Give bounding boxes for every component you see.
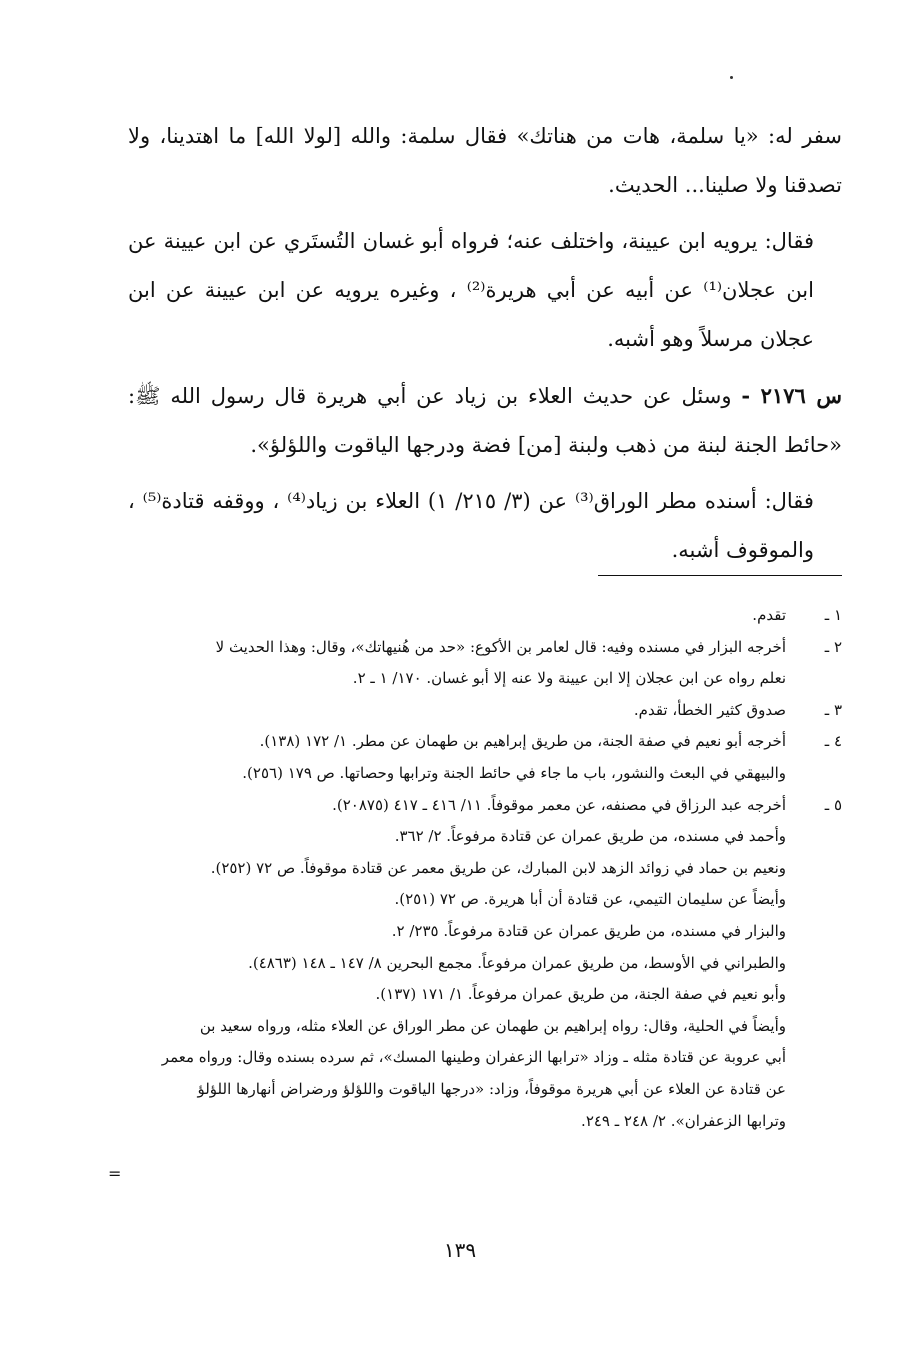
paragraph-text: فقال: يرويه ابن عيينة، واختلف عنه؛ فرواه أبو غسان التُستَري عن ابن عيينة عن ابن عجلان⁽¹⁾ عن أبيه عن أبي هريرة⁽²⁾ ، وغيره يرويه عن ابن عيينة عن ابن عجلان مرسلاً وهو أشبه. <box>128 229 814 351</box>
footnote-text: وأبو نعيم في صفة الجنة، من طريق عمران مرفوعاً. ١/ ١٧١ (١٣٧). <box>375 985 786 1004</box>
footnote-text: وترابها الزعفران». ٢/ ٢٤٨ ـ ٢٤٩. <box>581 1111 786 1130</box>
footnote-text: عن قتادة عن العلاء عن أبي هريرة موقوفاً، وزاد: «درجها الياقوت واللؤلؤ ورضراض أنهارها اللؤلؤ <box>197 1079 786 1098</box>
footnote-line <box>128 758 842 790</box>
footnote-text: وأحمد في مسنده، من طريق عمران عن قتادة مرفوعاً. ٢/ ٣٦٢. <box>394 827 786 846</box>
footnote-line <box>128 916 842 948</box>
footnote-text: ونعيم بن حماد في زوائد الزهد لابن المبارك، عن طريق معمر عن قتادة موقوفاً. ص ٧٢ (٢٥٢). <box>210 858 786 877</box>
footnote-line <box>128 632 842 664</box>
footnote-line <box>128 600 842 632</box>
footnote-line <box>128 853 842 885</box>
footnote-number: ٢ ـ <box>824 637 842 656</box>
footnote-line <box>128 1042 842 1074</box>
footnote-number <box>786 884 842 916</box>
footnote-divider <box>598 575 842 576</box>
footnote-number <box>786 1042 842 1074</box>
footnote-text: والطبراني في الأوسط، من طريق عمران مرفوعاً. مجمع البحرين ٨/ ١٤٧ ـ ١٤٨ (٤٨٦٣). <box>248 953 786 972</box>
paragraph-text: فقال: أسنده مطر الوراق⁽³⁾ عن (٣/ ٢١٥/ ١) العلاء بن زياد⁽⁴⁾ ، ووقفه قتادة⁽⁵⁾ ، والموقوف أشبه. <box>128 489 814 562</box>
footnote-number <box>786 916 842 948</box>
footnote-number <box>786 979 842 1011</box>
footnote-number <box>786 853 842 885</box>
footnote-text: أبي عروبة عن قتادة مثله ـ وزاد «ترابها الزعفران وطينها المسك»، ثم سرده بسنده وقال: ورواه معمر <box>161 1048 786 1067</box>
footnote-number <box>786 1106 842 1138</box>
footnote-text: أخرجه أبو نعيم في صفة الجنة، من طريق إبراهيم بن طهمان عن مطر. ١/ ١٧٢ (١٣٨). <box>259 732 786 751</box>
footnote-text: وأيضاً عن سليمان التيمي، عن قتادة أن أبا هريرة. ص ٧٢ (٢٥١). <box>394 890 786 909</box>
footnote-number <box>786 948 842 980</box>
footnote-line <box>128 663 842 695</box>
ink-dot <box>730 76 733 79</box>
footnote-line <box>128 884 842 916</box>
footnote-line <box>128 979 842 1011</box>
continuation-mark: = <box>108 1164 122 1183</box>
footnote-number <box>786 663 842 695</box>
footnote-number <box>786 821 842 853</box>
question-paragraph <box>128 371 842 470</box>
footnote-text: أخرجه البزار في مسنده وفيه: قال لعامر بن الأكوع: «حد من هُنيهاتك»، وقال: وهذا الحديث لا <box>215 637 786 656</box>
footnote-line <box>128 1011 842 1043</box>
footnote-text: صدوق كثير الخطأ، تقدم. <box>633 700 786 719</box>
footnote-number: ٤ ـ <box>824 732 842 751</box>
question-number: س ٢١٧٦ - <box>741 383 842 408</box>
footnote-text: وأيضاً في الحلية، وقال: رواه إبراهيم بن طهمان عن مطر الوراق عن العلاء مثله، ورواه سعيد بن <box>199 1016 786 1035</box>
paragraph-text: وسئل عن حديث العلاء بن زياد عن أبي هريرة قال رسول الله ﷺ: «حائط الجنة لبنة من ذهب ولبنة [من] فضة ودرجها الياقوت واللؤلؤ». <box>128 384 842 457</box>
footnote-line <box>128 1106 842 1138</box>
footnote-text: والبيهقي في البعث والنشور، باب ما جاء في حائط الجنة وترابها وحصاتها. ص ١٧٩ (٢٥٦). <box>242 763 786 782</box>
footnote-text: أخرجه عبد الرزاق في مصنفه، عن معمر موقوفاً. ١١/ ٤١٦ ـ ٤١٧ (٢٠٨٧٥). <box>332 795 786 814</box>
footnote-number <box>786 1074 842 1106</box>
footnote-text: والبزار في مسنده، من طريق عمران عن قتادة مرفوعاً. ٢٣٥/ ٢. <box>391 921 786 940</box>
footnote-line <box>128 948 842 980</box>
footnote-text: نعلم رواه عن ابن عجلان إلا ابن عيينة ولا عنه إلا أبو غسان. ١٧٠/ ١ ـ ٢. <box>352 669 786 688</box>
page-number: ١٣٩ <box>443 1238 477 1262</box>
footnote-text: تقدم. <box>752 606 786 624</box>
footnote-line <box>128 790 842 822</box>
footnote-number: ١ ـ <box>824 606 842 624</box>
footnote-line <box>128 821 842 853</box>
footnote-number: ٣ ـ <box>824 700 842 719</box>
main-text-block <box>128 112 842 582</box>
footnote-line <box>128 1074 842 1106</box>
footnote-line <box>128 726 842 758</box>
paragraph <box>128 112 842 210</box>
paragraph <box>128 477 842 575</box>
footnote-line <box>128 695 842 727</box>
footnotes-block <box>128 600 842 1137</box>
paragraph-text: سفر له: «يا سلمة، هات من هناتك» فقال سلمة: والله [لولا الله] ما اهتدينا، ولا تصدقنا ولا صلينا... الحديث. <box>128 124 842 197</box>
paragraph <box>128 217 842 364</box>
footnote-number: ٥ ـ <box>824 795 842 814</box>
footnote-number <box>786 758 842 790</box>
footnote-number <box>786 1011 842 1043</box>
